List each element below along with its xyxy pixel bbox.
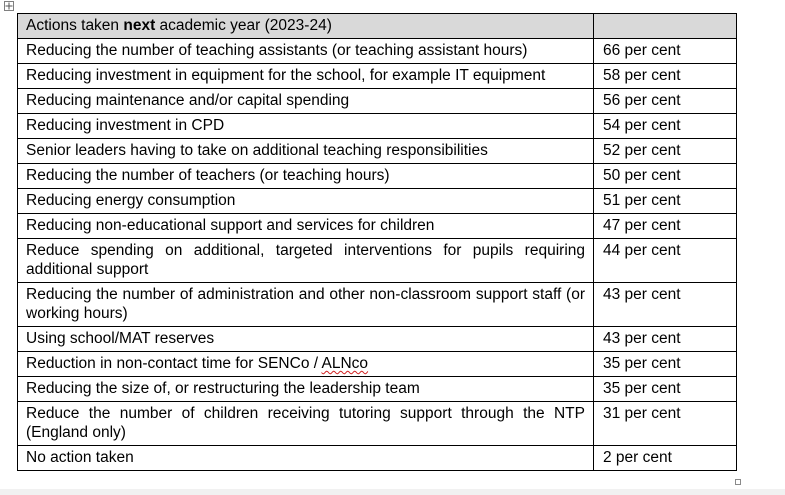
table-row <box>18 89 737 114</box>
table-row <box>18 139 737 164</box>
spellcheck-flagged-word[interactable]: ALNco <box>321 355 369 372</box>
action-cell[interactable]: Reducing the number of administration and other non-classroom support staff (or working hours) <box>18 283 594 327</box>
header-title-cell[interactable]: Actions taken next academic year (2023-24) <box>18 14 594 39</box>
percent-cell[interactable]: 58 per cent <box>594 64 737 89</box>
move-arrows-icon <box>5 2 13 10</box>
table-header-row <box>18 14 737 39</box>
action-cell[interactable]: Senior leaders having to take on additional teaching responsibilities <box>18 139 594 164</box>
action-cell[interactable]: Reducing the size of, or restructuring the leadership team <box>18 377 594 402</box>
percent-cell[interactable]: 31 per cent <box>594 402 737 446</box>
action-cell[interactable]: Reduce spending on additional, targeted interventions for pupils requiring additional support <box>18 239 594 283</box>
action-cell[interactable]: Reducing non-educational support and services for children <box>18 214 594 239</box>
table-row <box>18 64 737 89</box>
table-row <box>18 39 737 64</box>
table-row <box>18 164 737 189</box>
table-row <box>18 283 737 327</box>
percent-cell[interactable]: 56 per cent <box>594 89 737 114</box>
percent-cell[interactable]: 52 per cent <box>594 139 737 164</box>
action-cell[interactable]: Reducing investment in equipment for the school, for example IT equipment <box>18 64 594 89</box>
percent-cell[interactable]: 47 per cent <box>594 214 737 239</box>
percent-cell[interactable]: 66 per cent <box>594 39 737 64</box>
percent-cell[interactable]: 2 per cent <box>594 446 737 471</box>
action-cell[interactable]: Reducing energy consumption <box>18 189 594 214</box>
action-cell[interactable]: No action taken <box>18 446 594 471</box>
table-row <box>18 114 737 139</box>
table-row <box>18 239 737 283</box>
header-value-cell[interactable] <box>594 14 737 39</box>
action-cell[interactable]: Reduction in non-contact time for SENCo / ALNco <box>18 352 594 377</box>
percent-cell[interactable]: 43 per cent <box>594 283 737 327</box>
table-row <box>18 214 737 239</box>
action-cell[interactable]: Reduce the number of children receiving tutoring support through the NTP (England only) <box>18 402 594 446</box>
table-row <box>18 352 737 377</box>
percent-cell[interactable]: 54 per cent <box>594 114 737 139</box>
percent-cell[interactable]: 50 per cent <box>594 164 737 189</box>
table-row <box>18 377 737 402</box>
percent-cell[interactable]: 51 per cent <box>594 189 737 214</box>
action-cell[interactable]: Reducing investment in CPD <box>18 114 594 139</box>
table-row <box>18 189 737 214</box>
table-row <box>18 446 737 471</box>
table-resize-handle[interactable] <box>735 479 741 485</box>
action-cell[interactable]: Reducing the number of teachers (or teaching hours) <box>18 164 594 189</box>
table-row <box>18 327 737 352</box>
table-move-handle[interactable] <box>4 1 14 11</box>
actions-table <box>17 13 737 471</box>
percent-cell[interactable]: 35 per cent <box>594 352 737 377</box>
action-cell[interactable]: Reducing the number of teaching assistants (or teaching assistant hours) <box>18 39 594 64</box>
action-cell[interactable]: Using school/MAT reserves <box>18 327 594 352</box>
percent-cell[interactable]: 43 per cent <box>594 327 737 352</box>
table-row <box>18 402 737 446</box>
action-cell[interactable]: Reducing maintenance and/or capital spending <box>18 89 594 114</box>
document-bottom-edge <box>0 489 785 495</box>
percent-cell[interactable]: 35 per cent <box>594 377 737 402</box>
percent-cell[interactable]: 44 per cent <box>594 239 737 283</box>
